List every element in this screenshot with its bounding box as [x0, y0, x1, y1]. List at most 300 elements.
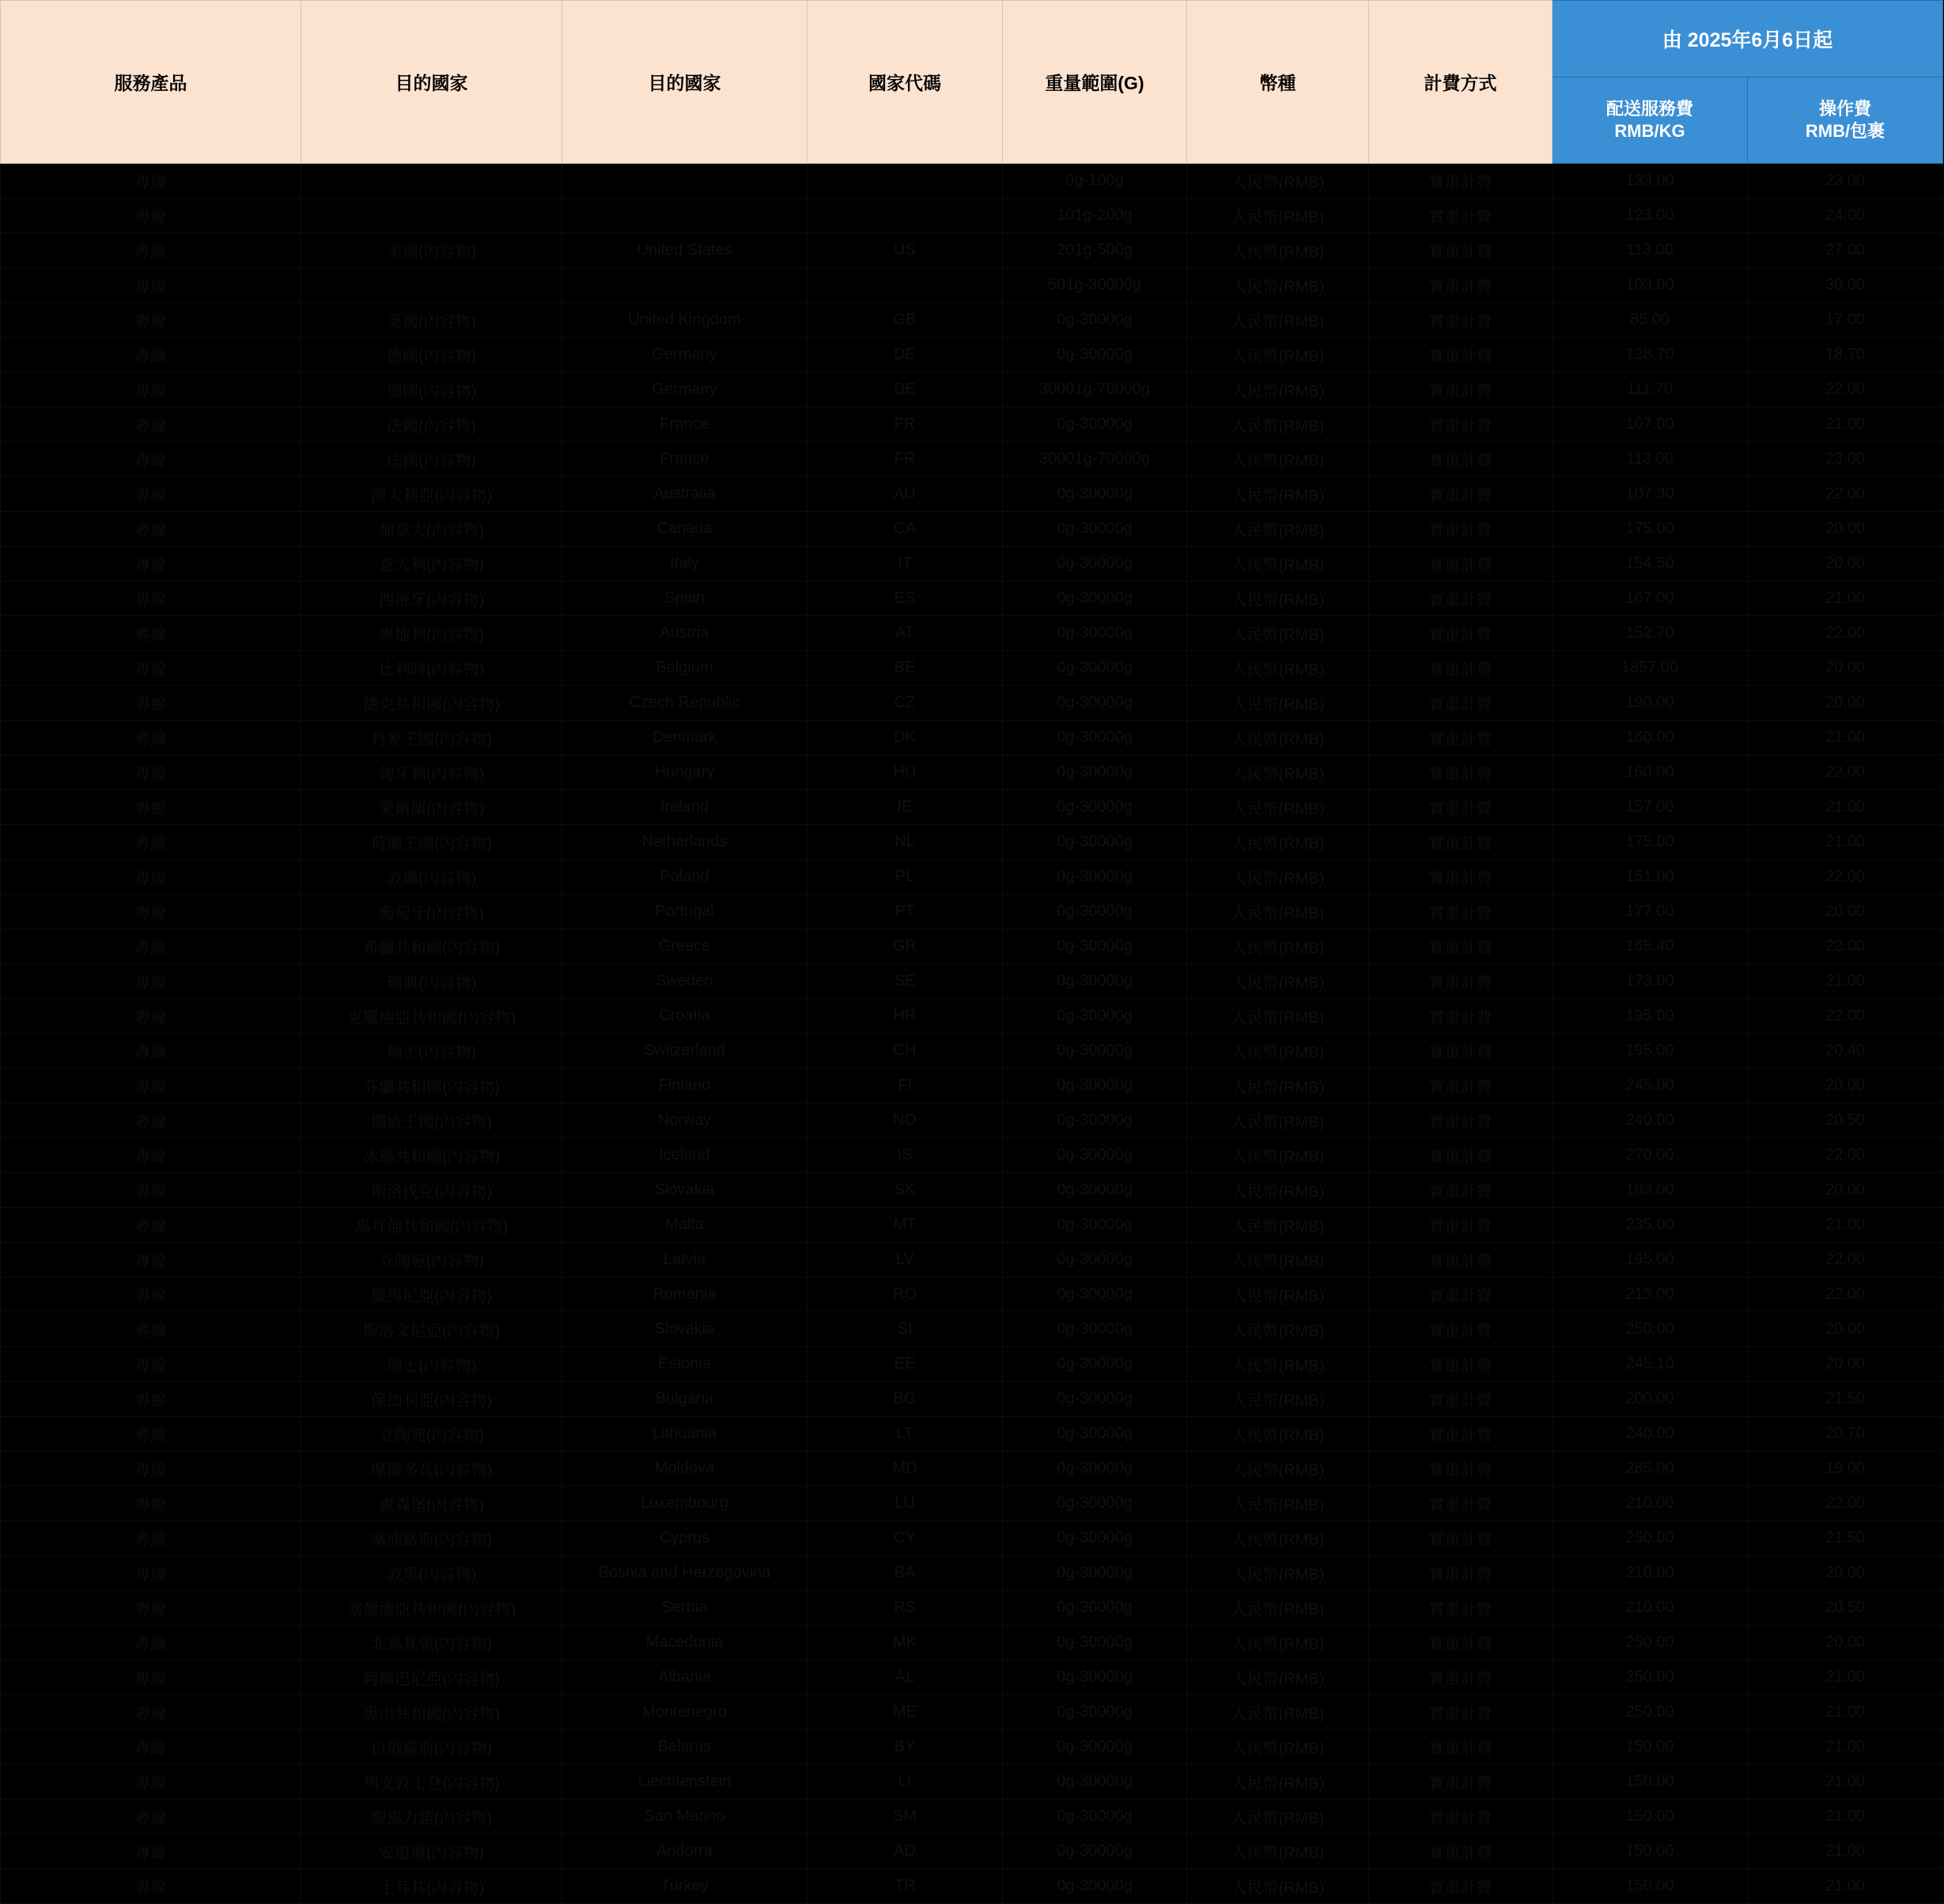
- cell-delivery-service-fee: 113.00: [1553, 442, 1748, 477]
- cell-billing-method: 實重計費: [1369, 790, 1553, 825]
- cell-handling-fee: 21.00: [1748, 1208, 1943, 1243]
- cell-currency: 人民幣(RMB): [1187, 651, 1369, 686]
- cell-currency: 人民幣(RMB): [1187, 1556, 1369, 1591]
- cell-service-product: 專線: [1, 164, 301, 199]
- cell-handling-fee: 22.00: [1748, 860, 1943, 895]
- table-row: [1, 721, 1943, 755]
- table-row: [1, 407, 1943, 442]
- cell-weight-range: 0g-30000g: [1003, 895, 1187, 929]
- cell-billing-method: 實重計費: [1369, 860, 1553, 895]
- cell-service-product: 專線: [1, 1556, 301, 1591]
- cell-country-cn: 法國(內容物): [301, 442, 562, 477]
- cell-delivery-service-fee: 154.50: [1553, 547, 1748, 581]
- cell-delivery-service-fee: 250.00: [1553, 1312, 1748, 1347]
- cell-country-en: Luxembourg: [562, 1486, 807, 1521]
- cell-country-cn: 聖馬力諾(內容物): [301, 1800, 562, 1834]
- cell-country-code: MD: [807, 1452, 1003, 1486]
- cell-delivery-service-fee: 177.00: [1553, 895, 1748, 929]
- cell-country-en: [562, 268, 807, 303]
- cell-country-en: Slovakia: [562, 1173, 807, 1208]
- cell-country-cn: 立陶宛(內容物): [301, 1243, 562, 1278]
- cell-country-cn: 美國(內容物): [301, 233, 562, 268]
- cell-currency: 人民幣(RMB): [1187, 1591, 1369, 1626]
- cell-country-cn: 克羅地亞共和國(內容物): [301, 999, 562, 1034]
- cell-country-en: Switzerland: [562, 1034, 807, 1069]
- cell-country-code: PT: [807, 895, 1003, 929]
- table-row: [1, 442, 1943, 477]
- table-row: [1, 512, 1943, 547]
- cell-currency: 人民幣(RMB): [1187, 512, 1369, 547]
- cell-delivery-service-fee: 195.00: [1553, 1034, 1748, 1069]
- cell-country-en: [562, 199, 807, 233]
- table-row: [1, 547, 1943, 581]
- cell-country-en: [562, 164, 807, 199]
- cell-weight-range: 0g-30000g: [1003, 1312, 1187, 1347]
- cell-billing-method: 實重計費: [1369, 825, 1553, 860]
- cell-country-code: GB: [807, 303, 1003, 338]
- cell-country-cn: 北馬其頓(內容物): [301, 1626, 562, 1660]
- cell-service-product: 專線: [1, 895, 301, 929]
- cell-country-en: Netherlands: [562, 825, 807, 860]
- cell-weight-range: 0g-30000g: [1003, 755, 1187, 790]
- cell-country-cn: 瑞典(內容物): [301, 964, 562, 999]
- cell-delivery-service-fee: 285.00: [1553, 1452, 1748, 1486]
- cell-delivery-service-fee: 165.40: [1553, 929, 1748, 964]
- cell-handling-fee: 21.00: [1748, 1869, 1943, 1904]
- cell-service-product: 專線: [1, 929, 301, 964]
- column-header-effective-date: 由 2025年6月6日起: [1553, 1, 1943, 78]
- cell-country-code: GR: [807, 929, 1003, 964]
- cell-service-product: 專線: [1, 1765, 301, 1800]
- cell-country-en: Malta: [562, 1208, 807, 1243]
- cell-delivery-service-fee: 250.00: [1553, 1695, 1748, 1730]
- cell-weight-range: 0g-30000g: [1003, 1069, 1187, 1103]
- cell-country-cn: 西班牙(內容物): [301, 581, 562, 616]
- cell-billing-method: 實重計費: [1369, 1103, 1553, 1138]
- cell-country-cn: 愛爾蘭(內容物): [301, 790, 562, 825]
- cell-service-product: 專線: [1, 1138, 301, 1173]
- cell-currency: 人民幣(RMB): [1187, 547, 1369, 581]
- cell-country-cn: 列支敦士登(內容物): [301, 1765, 562, 1800]
- cell-country-cn: 羅馬尼亞(內容物): [301, 1278, 562, 1312]
- cell-country-code: LI: [807, 1765, 1003, 1800]
- cell-country-cn: 斯洛文尼亞(內容物): [301, 1312, 562, 1347]
- cell-country-code: SI: [807, 1312, 1003, 1347]
- cell-currency: 人民幣(RMB): [1187, 1278, 1369, 1312]
- cell-country-code: [807, 199, 1003, 233]
- cell-country-code: EE: [807, 1347, 1003, 1382]
- cell-country-cn: 挪威王國(內容物): [301, 1103, 562, 1138]
- cell-delivery-service-fee: 240.00: [1553, 1417, 1748, 1452]
- cell-billing-method: 實重計費: [1369, 1556, 1553, 1591]
- cell-weight-range: 0g-30000g: [1003, 860, 1187, 895]
- cell-country-cn: 德國(內容物): [301, 373, 562, 407]
- cell-weight-range: 30001g-70000g: [1003, 442, 1187, 477]
- cell-currency: 人民幣(RMB): [1187, 407, 1369, 442]
- cell-weight-range: 0g-30000g: [1003, 1452, 1187, 1486]
- cell-country-en: Portugal: [562, 895, 807, 929]
- cell-delivery-service-fee: 152.70: [1553, 616, 1748, 651]
- cell-country-cn: 土耳其(內容物): [301, 1869, 562, 1904]
- table-row: [1, 1243, 1943, 1278]
- cell-delivery-service-fee: 270.00: [1553, 1138, 1748, 1173]
- cell-country-en: Belarus: [562, 1730, 807, 1765]
- cell-country-code: SM: [807, 1800, 1003, 1834]
- cell-currency: 人民幣(RMB): [1187, 1103, 1369, 1138]
- cell-handling-fee: 20.00: [1748, 1626, 1943, 1660]
- table-row: [1, 999, 1943, 1034]
- table-row: [1, 477, 1943, 512]
- table-row: [1, 964, 1943, 999]
- cell-delivery-service-fee: 173.00: [1553, 964, 1748, 999]
- column-header-currency: 幣種: [1187, 1, 1369, 164]
- cell-weight-range: 0g-30000g: [1003, 1556, 1187, 1591]
- cell-delivery-service-fee: 210.00: [1553, 1556, 1748, 1591]
- cell-billing-method: 實重計費: [1369, 1243, 1553, 1278]
- cell-service-product: 專線: [1, 1695, 301, 1730]
- delivery-fee-unit: RMB/KG: [1614, 121, 1685, 141]
- column-header-delivery-service-fee: [1553, 78, 1748, 164]
- cell-handling-fee: 30.00: [1748, 268, 1943, 303]
- cell-delivery-service-fee: 175.00: [1553, 825, 1748, 860]
- cell-country-en: Serbia: [562, 1591, 807, 1626]
- cell-weight-range: 0g-30000g: [1003, 547, 1187, 581]
- cell-country-en: Finland: [562, 1069, 807, 1103]
- cell-billing-method: 實重計費: [1369, 268, 1553, 303]
- cell-service-product: 專線: [1, 1382, 301, 1417]
- cell-service-product: 專線: [1, 477, 301, 512]
- cell-currency: 人民幣(RMB): [1187, 1069, 1369, 1103]
- cell-service-product: 專線: [1, 407, 301, 442]
- cell-weight-range: 0g-30000g: [1003, 616, 1187, 651]
- cell-delivery-service-fee: 128.70: [1553, 338, 1748, 373]
- cell-country-code: FI: [807, 1069, 1003, 1103]
- cell-country-en: Estonia: [562, 1347, 807, 1382]
- cell-handling-fee: 21.00: [1748, 964, 1943, 999]
- cell-country-en: Ireland: [562, 790, 807, 825]
- table-row: [1, 1347, 1943, 1382]
- cell-handling-fee: 21.00: [1748, 790, 1943, 825]
- cell-country-code: BA: [807, 1556, 1003, 1591]
- table-row: [1, 1417, 1943, 1452]
- cell-country-code: CH: [807, 1034, 1003, 1069]
- cell-weight-range: 0g-30000g: [1003, 1034, 1187, 1069]
- cell-service-product: 專線: [1, 1591, 301, 1626]
- cell-country-en: Canada: [562, 512, 807, 547]
- table-row: [1, 616, 1943, 651]
- cell-country-en: Bulgaria: [562, 1382, 807, 1417]
- cell-handling-fee: 21.00: [1748, 825, 1943, 860]
- cell-country-code: ES: [807, 581, 1003, 616]
- cell-country-code: RS: [807, 1591, 1003, 1626]
- cell-billing-method: 實重計費: [1369, 581, 1553, 616]
- cell-country-cn: 瑞士(內容物): [301, 1347, 562, 1382]
- cell-currency: 人民幣(RMB): [1187, 1208, 1369, 1243]
- cell-currency: 人民幣(RMB): [1187, 755, 1369, 790]
- cell-currency: 人民幣(RMB): [1187, 686, 1369, 721]
- cell-delivery-service-fee: 245.10: [1553, 1347, 1748, 1382]
- cell-currency: 人民幣(RMB): [1187, 1486, 1369, 1521]
- cell-country-en: Sweden: [562, 964, 807, 999]
- cell-weight-range: 0g-30000g: [1003, 1138, 1187, 1173]
- cell-billing-method: 實重計費: [1369, 477, 1553, 512]
- cell-country-code: DE: [807, 338, 1003, 373]
- cell-delivery-service-fee: 190.00: [1553, 686, 1748, 721]
- cell-billing-method: 實重計費: [1369, 1034, 1553, 1069]
- table-row: [1, 825, 1943, 860]
- cell-service-product: 專線: [1, 512, 301, 547]
- table-row: [1, 1834, 1943, 1869]
- table-row: [1, 1452, 1943, 1486]
- cell-country-code: NO: [807, 1103, 1003, 1138]
- table-row: [1, 1486, 1943, 1521]
- cell-currency: 人民幣(RMB): [1187, 1173, 1369, 1208]
- cell-service-product: 專線: [1, 825, 301, 860]
- table-row: [1, 1034, 1943, 1069]
- cell-country-cn: 白俄羅斯(內容物): [301, 1730, 562, 1765]
- cell-billing-method: 實重計費: [1369, 1521, 1553, 1556]
- cell-handling-fee: 20.00: [1748, 1312, 1943, 1347]
- table-row: [1, 1278, 1943, 1312]
- cell-weight-range: 0g-30000g: [1003, 1591, 1187, 1626]
- cell-country-code: AU: [807, 477, 1003, 512]
- cell-currency: 人民幣(RMB): [1187, 1521, 1369, 1556]
- column-header-handling-fee: [1748, 78, 1943, 164]
- cell-country-code: IE: [807, 790, 1003, 825]
- cell-service-product: 專線: [1, 1278, 301, 1312]
- table-row: [1, 651, 1943, 686]
- cell-currency: 人民幣(RMB): [1187, 477, 1369, 512]
- cell-currency: 人民幣(RMB): [1187, 895, 1369, 929]
- cell-billing-method: 實重計費: [1369, 1869, 1553, 1904]
- cell-service-product: 專線: [1, 1173, 301, 1208]
- cell-country-cn: 加拿大(內容物): [301, 512, 562, 547]
- cell-delivery-service-fee: 195.00: [1553, 999, 1748, 1034]
- cell-handling-fee: 22.00: [1748, 929, 1943, 964]
- cell-weight-range: 0g-30000g: [1003, 1243, 1187, 1278]
- cell-country-cn: 摩爾多瓦(內容物): [301, 1452, 562, 1486]
- cell-country-code: FR: [807, 407, 1003, 442]
- cell-country-cn: 安道爾(內容物): [301, 1834, 562, 1869]
- cell-currency: 人民幣(RMB): [1187, 790, 1369, 825]
- cell-country-code: MT: [807, 1208, 1003, 1243]
- cell-country-en: Italy: [562, 547, 807, 581]
- cell-service-product: 專線: [1, 233, 301, 268]
- cell-currency: 人民幣(RMB): [1187, 199, 1369, 233]
- cell-handling-fee: 22.00: [1748, 373, 1943, 407]
- cell-billing-method: 實重計費: [1369, 1208, 1553, 1243]
- cell-country-cn: 英國(內容物): [301, 303, 562, 338]
- cell-weight-range: 0g-30000g: [1003, 790, 1187, 825]
- cell-delivery-service-fee: 1857.00: [1553, 651, 1748, 686]
- cell-currency: 人民幣(RMB): [1187, 721, 1369, 755]
- cell-handling-fee: 20.00: [1748, 1556, 1943, 1591]
- cell-country-code: AD: [807, 1834, 1003, 1869]
- cell-country-en: United States: [562, 233, 807, 268]
- cell-currency: 人民幣(RMB): [1187, 303, 1369, 338]
- cell-handling-fee: 22.00: [1748, 477, 1943, 512]
- cell-handling-fee: 21.50: [1748, 1521, 1943, 1556]
- table-row: [1, 1312, 1943, 1347]
- cell-billing-method: 實重計費: [1369, 1417, 1553, 1452]
- table-row: [1, 1591, 1943, 1626]
- cell-billing-method: 實重計費: [1369, 999, 1553, 1034]
- cell-country-en: Australia: [562, 477, 807, 512]
- cell-currency: 人民幣(RMB): [1187, 929, 1369, 964]
- cell-delivery-service-fee: 107.00: [1553, 407, 1748, 442]
- cell-country-en: Albania: [562, 1660, 807, 1695]
- cell-country-code: IS: [807, 1138, 1003, 1173]
- cell-service-product: 專線: [1, 1660, 301, 1695]
- cell-handling-fee: 20.00: [1748, 1069, 1943, 1103]
- cell-weight-range: 0g-30000g: [1003, 721, 1187, 755]
- cell-country-cn: 冰島共和國(內容物): [301, 1138, 562, 1173]
- cell-delivery-service-fee: 151.00: [1553, 860, 1748, 895]
- cell-country-code: SE: [807, 964, 1003, 999]
- cell-country-code: PL: [807, 860, 1003, 895]
- cell-handling-fee: 18.70: [1748, 338, 1943, 373]
- cell-handling-fee: 21.00: [1748, 581, 1943, 616]
- table-header: [1, 1, 1943, 164]
- cell-country-en: Slovakia: [562, 1312, 807, 1347]
- cell-service-product: 專線: [1, 1069, 301, 1103]
- cell-service-product: 專線: [1, 1452, 301, 1486]
- cell-billing-method: 實重計費: [1369, 1312, 1553, 1347]
- table-row: [1, 1869, 1943, 1904]
- cell-country-cn: 阿爾巴尼亞(內容物): [301, 1660, 562, 1695]
- cell-billing-method: 實重計費: [1369, 1382, 1553, 1417]
- column-header-destination-country-cn: 目的國家: [301, 1, 562, 164]
- cell-service-product: 專線: [1, 860, 301, 895]
- cell-handling-fee: 20.00: [1748, 547, 1943, 581]
- cell-country-cn: 瑞士(內容物): [301, 1034, 562, 1069]
- cell-delivery-service-fee: 113.00: [1553, 233, 1748, 268]
- cell-billing-method: 實重計費: [1369, 407, 1553, 442]
- table-row: [1, 860, 1943, 895]
- cell-currency: 人民幣(RMB): [1187, 860, 1369, 895]
- column-header-weight-range: 重量範圍(G): [1003, 1, 1187, 164]
- cell-country-cn: 匈牙利(內容物): [301, 755, 562, 790]
- cell-service-product: 專線: [1, 442, 301, 477]
- handling-fee-unit: RMB/包裹: [1805, 121, 1885, 141]
- cell-service-product: 專線: [1, 1208, 301, 1243]
- cell-country-code: AL: [807, 1660, 1003, 1695]
- cell-handling-fee: 24.00: [1748, 199, 1943, 233]
- cell-weight-range: 0g-30000g: [1003, 1834, 1187, 1869]
- cell-weight-range: 0g-30000g: [1003, 1730, 1187, 1765]
- cell-billing-method: 實重計費: [1369, 1278, 1553, 1312]
- cell-billing-method: 實重計費: [1369, 373, 1553, 407]
- cell-service-product: 專線: [1, 1243, 301, 1278]
- cell-country-en: United Kingdom: [562, 303, 807, 338]
- cell-country-code: ME: [807, 1695, 1003, 1730]
- column-header-country-code: 國家代碼: [807, 1, 1003, 164]
- cell-handling-fee: 21.00: [1748, 1765, 1943, 1800]
- cell-currency: 人民幣(RMB): [1187, 1626, 1369, 1660]
- cell-currency: 人民幣(RMB): [1187, 164, 1369, 199]
- table-row: [1, 895, 1943, 929]
- cell-delivery-service-fee: 250.00: [1553, 1521, 1748, 1556]
- cell-delivery-service-fee: 245.00: [1553, 1069, 1748, 1103]
- cell-handling-fee: 20.00: [1748, 512, 1943, 547]
- cell-handling-fee: 20.00: [1748, 651, 1943, 686]
- cell-country-en: Hungary: [562, 755, 807, 790]
- cell-billing-method: 實重計費: [1369, 512, 1553, 547]
- table-row: [1, 1208, 1943, 1243]
- cell-service-product: 專線: [1, 964, 301, 999]
- cell-currency: 人民幣(RMB): [1187, 338, 1369, 373]
- cell-country-code: AT: [807, 616, 1003, 651]
- cell-country-en: Andorra: [562, 1834, 807, 1869]
- cell-billing-method: 實重計費: [1369, 1660, 1553, 1695]
- cell-service-product: 專線: [1, 686, 301, 721]
- cell-delivery-service-fee: 150.00: [1553, 1765, 1748, 1800]
- table-row: [1, 1626, 1943, 1660]
- table-row: [1, 686, 1943, 721]
- cell-handling-fee: 27.00: [1748, 233, 1943, 268]
- cell-currency: 人民幣(RMB): [1187, 1243, 1369, 1278]
- cell-country-cn: [301, 268, 562, 303]
- cell-service-product: 專線: [1, 721, 301, 755]
- cell-weight-range: 101g-200g: [1003, 199, 1187, 233]
- cell-billing-method: 實重計費: [1369, 1069, 1553, 1103]
- cell-country-en: Denmark: [562, 721, 807, 755]
- cell-delivery-service-fee: 111.70: [1553, 373, 1748, 407]
- cell-country-code: HR: [807, 999, 1003, 1034]
- cell-weight-range: 0g-30000g: [1003, 1278, 1187, 1312]
- cell-weight-range: 0g-30000g: [1003, 1208, 1187, 1243]
- cell-weight-range: 0g-30000g: [1003, 512, 1187, 547]
- table-row: [1, 233, 1943, 268]
- cell-country-en: Romania: [562, 1278, 807, 1312]
- cell-currency: 人民幣(RMB): [1187, 1800, 1369, 1834]
- cell-country-cn: 保加利亞(內容物): [301, 1382, 562, 1417]
- cell-weight-range: 30001g-70000g: [1003, 373, 1187, 407]
- cell-currency: 人民幣(RMB): [1187, 1730, 1369, 1765]
- table-body: [1, 164, 1943, 1904]
- cell-country-cn: 荷蘭王國(內容物): [301, 825, 562, 860]
- cell-country-code: BG: [807, 1382, 1003, 1417]
- table-row: [1, 1173, 1943, 1208]
- table-row: [1, 164, 1943, 199]
- cell-billing-method: 實重計費: [1369, 1452, 1553, 1486]
- cell-billing-method: 實重計費: [1369, 1591, 1553, 1626]
- cell-billing-method: 實重計費: [1369, 338, 1553, 373]
- cell-billing-method: 實重計費: [1369, 1347, 1553, 1382]
- cell-currency: 人民幣(RMB): [1187, 233, 1369, 268]
- cell-service-product: 專線: [1, 1626, 301, 1660]
- cell-country-code: [807, 268, 1003, 303]
- cell-weight-range: 0g-30000g: [1003, 1347, 1187, 1382]
- cell-country-en: Lithuania: [562, 1417, 807, 1452]
- cell-weight-range: 0g-30000g: [1003, 1869, 1187, 1904]
- cell-service-product: 專線: [1, 651, 301, 686]
- table-row: [1, 1765, 1943, 1800]
- cell-delivery-service-fee: 150.00: [1553, 1730, 1748, 1765]
- cell-country-code: LT: [807, 1417, 1003, 1452]
- cell-weight-range: 0g-30000g: [1003, 929, 1187, 964]
- cell-country-code: CZ: [807, 686, 1003, 721]
- cell-service-product: 專線: [1, 1800, 301, 1834]
- cell-billing-method: 實重計費: [1369, 616, 1553, 651]
- cell-weight-range: 0g-30000g: [1003, 581, 1187, 616]
- cell-handling-fee: 20.70: [1748, 1417, 1943, 1452]
- cell-country-en: Latvia: [562, 1243, 807, 1278]
- cell-country-cn: 奧地利(內容物): [301, 616, 562, 651]
- cell-service-product: 專線: [1, 547, 301, 581]
- cell-handling-fee: 21.00: [1748, 1834, 1943, 1869]
- cell-weight-range: 501g-30000g: [1003, 268, 1187, 303]
